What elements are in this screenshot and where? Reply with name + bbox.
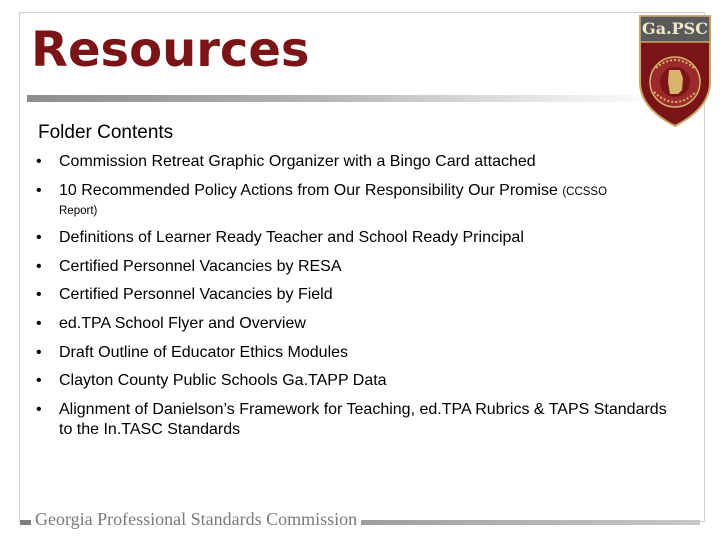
bullet-icon: • <box>36 153 42 170</box>
list-item <box>36 228 676 248</box>
bullet-icon: • <box>36 286 42 304</box>
list-item <box>36 371 676 391</box>
list-item <box>36 257 676 277</box>
list-item-text: Clayton County Public Schools Ga.TAPP Data <box>59 372 387 390</box>
bullet-icon: • <box>36 257 42 275</box>
list-item-text: Definitions of Learner Ready Teacher and School Ready Principal <box>59 229 524 246</box>
slide-title: Resources <box>31 22 310 78</box>
footer-org-name: Georgia Professional Standards Commission <box>31 506 361 532</box>
bullet-icon: • <box>36 229 42 246</box>
list-item <box>36 343 676 363</box>
resource-list <box>36 152 676 440</box>
list-item <box>36 285 676 305</box>
bullet-icon: • <box>36 315 42 333</box>
list-item-text: Commission Retreat Graphic Organizer with a Bingo Card attached <box>59 153 536 170</box>
list-item-text: Alignment of Danielson’s Framework for Teaching, ed.TPA Rubrics & TAPS Standards to the In.TASC Standards <box>59 401 667 439</box>
bullet-icon: • <box>36 372 42 390</box>
list-item-suffix: (CCSSO <box>562 186 608 198</box>
gapsc-logo <box>634 12 716 130</box>
list-item-text: Certified Personnel Vacancies by Field <box>59 286 333 304</box>
title-underline <box>27 95 667 102</box>
list-item <box>36 181 676 219</box>
list-item-text: ed.TPA School Flyer and Overview <box>59 315 306 333</box>
bullet-icon: • <box>36 182 42 199</box>
list-item-text: Certified Personnel Vacancies by RESA <box>59 257 342 275</box>
list-item <box>36 314 676 334</box>
list-item <box>36 152 676 172</box>
list-item-text: Draft Outline of Educator Ethics Modules <box>59 343 349 361</box>
bullet-icon: • <box>36 343 42 361</box>
list-item-note: Report) <box>59 205 98 217</box>
list-item <box>36 400 676 440</box>
list-item-text: 10 Recommended Policy Actions from Our Responsibility Our Promise <box>59 182 558 199</box>
bullet-icon: • <box>36 401 42 419</box>
logo-text: Ga.PSC <box>642 19 708 38</box>
section-heading: Folder Contents <box>38 122 174 143</box>
